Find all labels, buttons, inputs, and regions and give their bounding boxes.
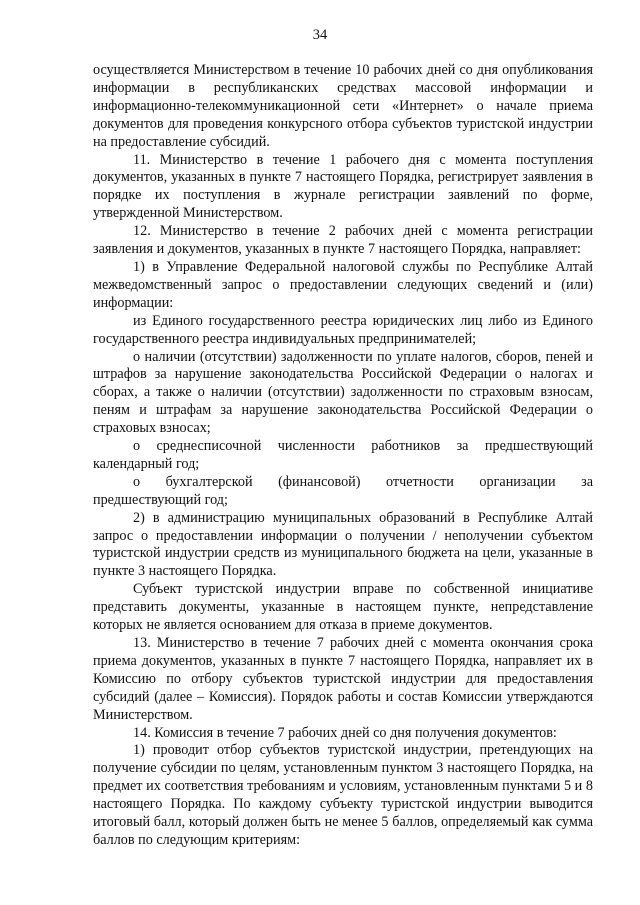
paragraph-own-initiative: Субъект туристской индустрии вправе по собственной инициативе представить документы, указанные в настоящем пункте, непредставление которых не является основанием для отказа в приеме документов. bbox=[93, 581, 593, 634]
body-text bbox=[93, 62, 593, 850]
page-number: 34 bbox=[312, 27, 328, 43]
paragraph-headcount: о среднесписочной численности работников за предшествующий календарный год; bbox=[93, 438, 593, 472]
paragraph-item-14: 14. Комиссия в течение 7 рабочих дней со дня получения документов: bbox=[133, 724, 557, 741]
paragraph-item-12-2: 2) в администрацию муниципальных образований в Республике Алтай запрос о предоставлении информации о получении / неполучении субъектом туристской индустрии средств из муниципального бюджета на цели, указанные в пункте 3 настоящего Порядка. bbox=[93, 509, 593, 580]
paragraph-egrul: из Единого государственного реестра юридических лиц либо из Единого государственного реестра индивидуальных предпринимателей; bbox=[93, 312, 593, 347]
paragraph-item-12: 12. Министерство в течение 2 рабочих дней с момента регистрации заявления и документов, указанных в пункте 7 настоящего Порядка, направляет: bbox=[93, 223, 593, 258]
paragraph-continuation: осуществляется Министерством в течение 10 рабочих дней со дня опубликования информации в республиканских средствах массовой информации и информационно-телекоммуникационной сети «Интернет» о начале приема документов для проведения конкурсного отбора субъектов туристской индустрии на предоставление субсидий. bbox=[93, 62, 593, 150]
paragraph-accounting: о бухгалтерской (финансовой) отчетности организации за предшествующий год; bbox=[93, 473, 593, 508]
paragraph-item-12-1: 1) в Управление Федеральной налоговой службы по Республике Алтай межведомственный запрос о предоставлении следующих сведений и (или) информации: bbox=[93, 258, 593, 311]
paragraph-item-11: 11. Министерство в течение 1 рабочего дня с момента поступления документов, указанных в пункте 7 настоящего Порядка, регистрирует заявления в порядке их поступления в журнале регистрации заявлений по форме, утвержденной Министерством. bbox=[93, 151, 593, 222]
paragraph-item-14-1: 1) проводит отбор субъектов туристской индустрии, претендующих на получение субсидии по целям, установленным пунктом 3 настоящего Порядка, на предмет их соответствия требованиям и условиям, установленным пунктами 5 и 8 настоящего Порядка. По каждому субъекту туристской индустрии выводится итоговый балл, который должен быть не менее 5 баллов, определяемый как сумма баллов по следующим критериям: bbox=[93, 742, 593, 848]
paragraph-item-13: 13. Министерство в течение 7 рабочих дней с момента окончания срока приема документов, указанных в пункте 7 настоящего Порядка, направляет их в Комиссию по отбору субъектов туристской индустрии для предоставления субсидий (далее – Комиссия). Порядок работы и состав Комиссии утверждаются Министерством. bbox=[93, 635, 593, 723]
paragraph-tax-debt: о наличии (отсутствии) задолженности по уплате налогов, сборов, пеней и штрафов за нарушение законодательства Российской Федерации о налогах и сборах, а также о наличии (отсутствии) задолженности по страховым взносам, пеням и штрафам за нарушение законодательства Российской Федерации о страховых взносах; bbox=[93, 348, 593, 437]
